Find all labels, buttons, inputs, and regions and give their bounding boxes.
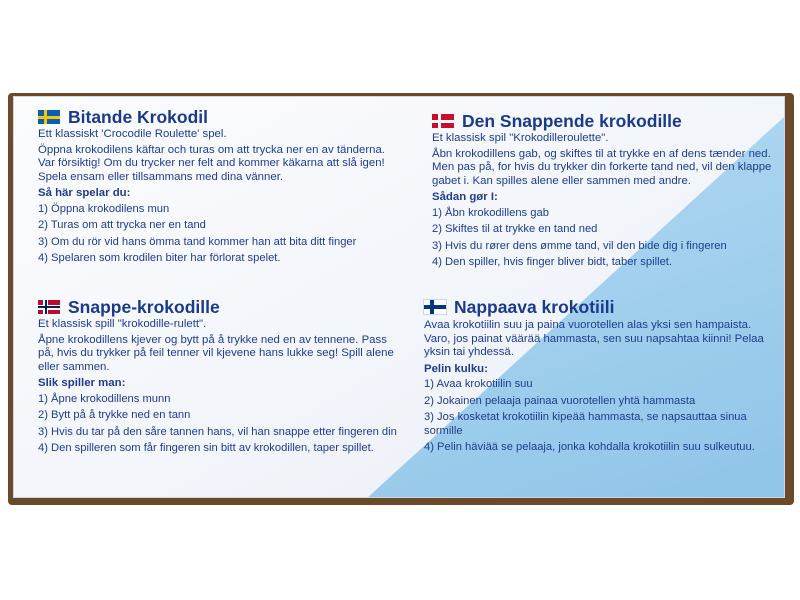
- norwegian-intro: Et klassisk spill "krokodille-rulett".: [38, 318, 207, 330]
- step-item: 1) Avaa krokotiilin suu: [424, 378, 533, 391]
- danish-how-to-play: Sådan gør I:: [432, 191, 498, 204]
- danish-heading: [432, 111, 772, 131]
- finnish-heading: [424, 297, 764, 317]
- danish-title: Den Snappende krokodille: [462, 111, 682, 131]
- step-item: 3) Hvis du rører dens ømme tand, vil den bide dig i fingeren: [432, 239, 727, 252]
- norwegian-section: [38, 297, 403, 459]
- swedish-description: Öppna krokodilens käftar och turas om att trycka ner en av tänderna. Var försiktig! Om du trycker ner felt and kommer käkarna att slå igen! Spela ensam eller tillsammans med dina vänner.: [38, 143, 385, 183]
- swedish-section: [38, 107, 398, 269]
- finnish-how-to-play: Pelin kulku:: [424, 362, 488, 375]
- finland-flag-icon: [424, 300, 446, 314]
- step-item: 2) Skiftes til at trykke en tand ned: [432, 223, 598, 236]
- step-item: 2) Bytt på å trykke ned en tann: [38, 409, 191, 422]
- norway-flag-icon: [38, 300, 60, 314]
- norwegian-description: Åpne krokodillens kjever og bytt på å trykke ned en av tennene. Pass på, hvis du trykker på feil tenner vil kjevene hans lukke seg! Spill alene eller sammen.: [38, 333, 394, 373]
- step-item: 3) Om du rör vid hans ömma tand kommer han att bita ditt finger: [38, 235, 357, 248]
- danish-section: [432, 111, 772, 273]
- sweden-flag-icon: [38, 110, 60, 124]
- swedish-intro: Ett klassiskt 'Crocodile Roulette' spel.: [38, 128, 227, 140]
- step-item: 4) Den spiller, hvis finger bliver bidt, taber spillet.: [432, 256, 673, 269]
- norwegian-how-to-play: Slik spiller man:: [38, 377, 126, 390]
- norwegian-title: Snappe-krokodille: [68, 297, 220, 317]
- step-item: 3) Hvis du tar på den såre tannen hans, vil han snappe etter fingeren din: [38, 425, 397, 438]
- step-item: 1) Öppna krokodilens mun: [38, 202, 170, 215]
- swedish-steps: [38, 203, 398, 266]
- danish-description: Åbn krokodillens gab, og skiftes til at trykke en af dens tænder ned. Men pas på, for hvis du trykker din forkerte tand ned, vil den klappe gabet i. Kan spilles alene eller sammen med andre.: [432, 147, 772, 187]
- finnish-description: Avaa krokotiilin suu ja paina vuorotellen alas yksi sen hampaista. Varo, jos painat väärää hammasta, sen suu napsahtaa kiinni! Pelaa yksin tai yhdessä.: [424, 319, 764, 359]
- step-item: 3) Jos kosketat krokotiilin kipeää hammasta, se napsauttaa sinua sormille: [424, 411, 747, 437]
- norwegian-steps: [38, 393, 403, 456]
- danish-steps: [432, 207, 772, 270]
- norwegian-heading: [38, 297, 403, 317]
- step-item: 4) Den spilleren som får fingeren sin bitt av krokodillen, taper spillet.: [38, 442, 374, 455]
- finnish-steps: [424, 378, 764, 454]
- finnish-title: Nappaava krokotiili: [454, 297, 615, 317]
- step-item: 1) Åpne krokodillens munn: [38, 392, 171, 405]
- step-item: 2) Turas om att trycka ner en tand: [38, 219, 206, 232]
- step-item: 1) Åbn krokodillens gab: [432, 206, 549, 219]
- finnish-section: [424, 297, 764, 457]
- step-item: 4) Spelaren som krodilen biter har förlorat spelet.: [38, 252, 281, 265]
- swedish-title: Bitande Krokodil: [68, 107, 209, 127]
- swedish-how-to-play: Så här spelar du:: [38, 187, 131, 200]
- step-item: 2) Jokainen pelaaja painaa vuorotellen yhtä hammasta: [424, 394, 696, 407]
- step-item: 4) Pelin häviää se pelaaja, jonka kohdalla krokotiilin suu sulkeutuu.: [424, 441, 755, 453]
- denmark-flag-icon: [432, 114, 454, 128]
- danish-intro: Et klassisk spil "Krokodilleroulette".: [432, 132, 609, 144]
- instruction-panel: [14, 97, 784, 497]
- swedish-heading: [38, 107, 398, 127]
